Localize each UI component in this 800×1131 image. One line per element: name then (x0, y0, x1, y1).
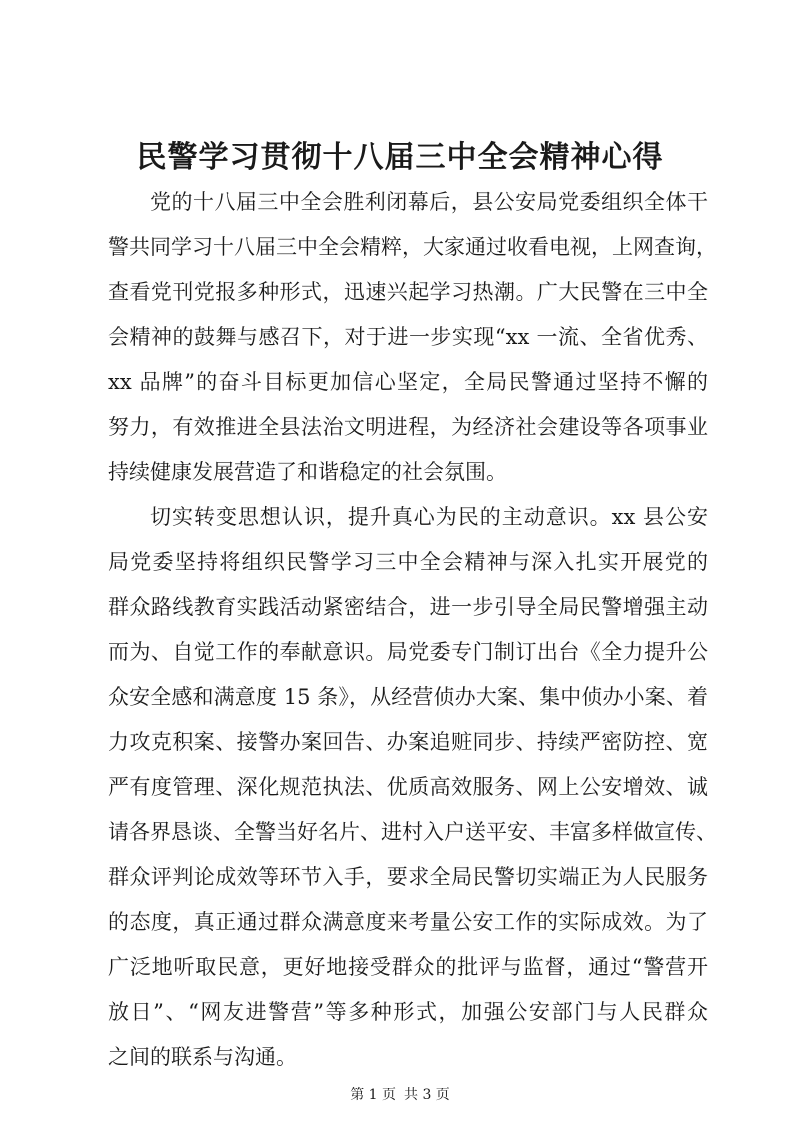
paragraph-line: 放日”、“网友进警营”等多种形式，加强公安部门与人民群众 (108, 1000, 708, 1024)
paragraph-line: 请各界恳谈、全警当好名片、进村入户送平安、丰富多样做宣传、 (108, 820, 717, 844)
paragraph-line: xx 品牌”的奋斗目标更加信心坚定，全局民警通过坚持不懈的 (108, 370, 708, 394)
paragraph-line: 群众路线教育实践活动紧密结合，进一步引导全局民警增强主动 (108, 595, 708, 619)
paragraph-line: 努力，有效推进全县法治文明进程，为经济社会建设等各项事业 (108, 415, 708, 439)
page-footer (0, 1086, 800, 1104)
paragraph-line: 的态度，真正通过群众满意度来考量公安工作的实际成效。为了 (108, 910, 708, 934)
page-number: 第 1 页 (350, 1087, 396, 1103)
paragraph-line: 群众评判论成效等环节入手，要求全局民警切实端正为人民服务 (108, 865, 708, 889)
paragraph-line: 严有度管理、深化规范执法、优质高效服务、网上公安增效、诚 (108, 775, 708, 799)
paragraph-line: 而为、自觉工作的奉献意识。局党委专门制订出台《全力提升公 (108, 640, 708, 664)
document-title: 民警学习贯彻十八届三中全会精神心得 (136, 140, 664, 175)
paragraph-line: 党的十八届三中全会胜利闭幕后，县公安局党委组织全体干 (150, 190, 708, 214)
paragraph-line: 力攻克积案、接警办案回告、办案追赃同步、持续严密防控、宽 (108, 730, 708, 754)
page-total: 共 3 页 (404, 1087, 450, 1103)
paragraph-line: 持续健康发展营造了和谐稳定的社会氛围。 (108, 460, 507, 484)
paragraph-line: 警共同学习十八届三中全会精粹，大家通过收看电视，上网查询， (108, 235, 717, 259)
paragraph-line: 切实转变思想认识，提升真心为民的主动意识。xx 县公安 (150, 505, 708, 529)
paragraph-line: 之间的联系与沟通。 (108, 1045, 297, 1069)
paragraph-line: 局党委坚持将组织民警学习三中全会精神与深入扎实开展党的 (108, 550, 708, 574)
paragraph-line: 查看党刊党报多种形式，迅速兴起学习热潮。广大民警在三中全 (108, 280, 708, 304)
paragraph-line: 会精神的鼓舞与感召下，对于进一步实现“xx 一流、全省优秀、 (108, 325, 708, 349)
paragraph-line: 广泛地听取民意，更好地接受群众的批评与监督，通过“警营开 (108, 955, 708, 979)
paragraph-line: 众安全感和满意度 15 条》，从经营侦办大案、集中侦办小案、着 (108, 685, 708, 709)
